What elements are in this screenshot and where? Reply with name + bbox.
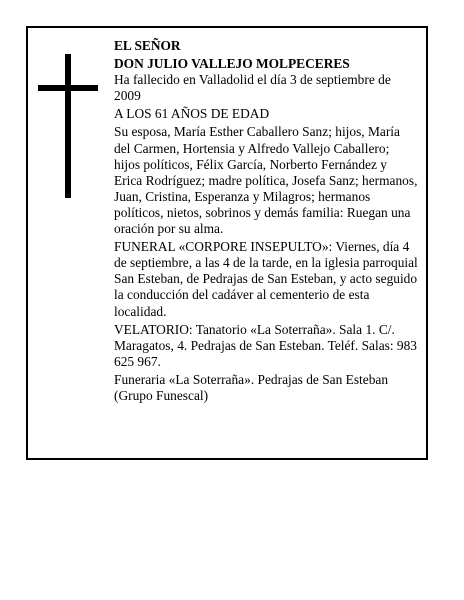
funeral-paragraph: FUNERAL «CORPORE INSEPULTO»: Viernes, día 4 de septiembre, a las 4 de la tarde, en la iglesia parroquial San Esteban, de Pedrajas de San Esteban, y acto seguido la conducción del cadáver al cementerio de esta localidad. xyxy=(114,239,418,319)
cross-vertical-bar xyxy=(65,54,71,198)
cross-horizontal-bar xyxy=(38,85,98,91)
funeral-home-paragraph: Funeraria «La Soterraña». Pedrajas de San Esteban (Grupo Funescal) xyxy=(114,371,389,403)
title-line-1: EL SEÑOR xyxy=(114,38,181,53)
wake-paragraph: VELATORIO: Tanatorio «La Soterraña». Sala 1. C/. Maragatos, 4. Pedrajas de San Esteban. Teléf. Salas: 983 625 967. xyxy=(114,321,418,369)
cross-icon xyxy=(38,54,98,198)
death-notice: Ha fallecido en Valladolid el día 3 de septiembre de 2009 xyxy=(114,72,391,104)
deceased-name: DON JULIO VALLEJO MOLPECERES xyxy=(114,56,350,72)
obituary-text xyxy=(114,38,418,406)
age-line: A LOS 61 AÑOS DE EDAD xyxy=(114,106,270,122)
family-paragraph: Su esposa, María Esther Caballero Sanz; hijos, María del Carmen, Hortensia y Alfredo Vallejo Caballero; hijos políticos, Félix García, Norberto Fernández y Erica Rodríguez; madre política, Josefa Sanz; hermanos, Juan, Cristina, Esperanza y Milagros; hermanos políticos, nietos, sobrinos y demás familia: Ruegan una oración por su alma. xyxy=(114,124,418,237)
